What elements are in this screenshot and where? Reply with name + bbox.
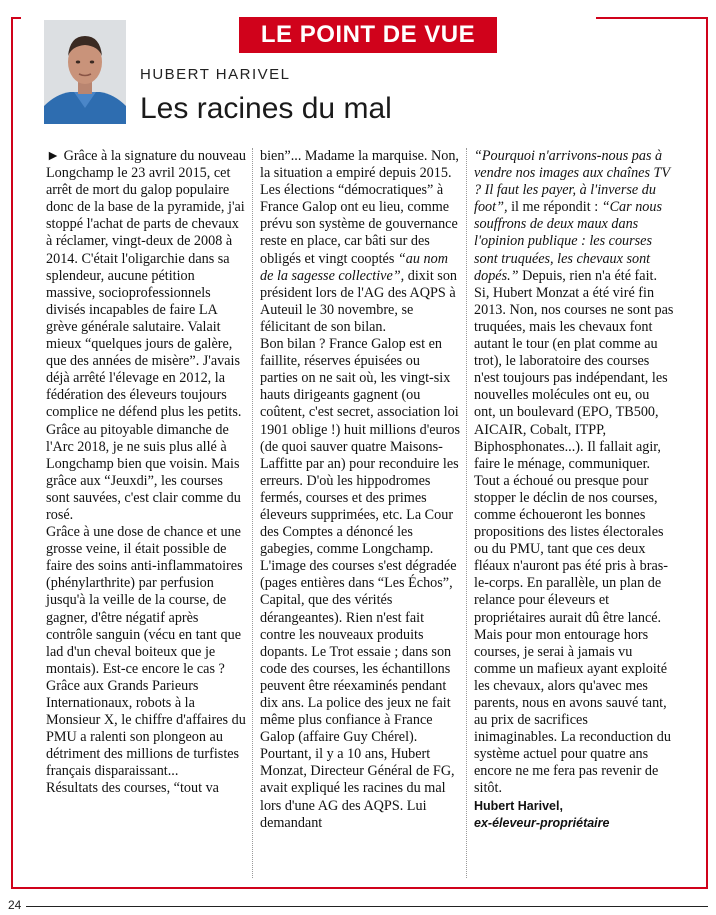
quote: “au nom de la sagesse collective”, (260, 250, 448, 284)
article-column-1 (46, 148, 246, 798)
paragraph: Résultats des courses, “tout va (46, 780, 219, 797)
paragraph: Bon bilan ? France Galop est en faillite, réserves épuisées ou parties on ne sait où, les vingt-six hauts dirigeants gagnent (ou coûtent, c'est secret, association loi 1901 oblige !) huit millions d'euros (de quoi sauver quatre Maisons-Laffitte par an) pour reconduire les erreurs. D'où les hippodromes fermés, courses et des primes éleveurs supprimées, etc. La Cour des Comptes a dénoncé les gabegies, comme Longchamp. L'image des courses s'est dégradée (pages entières dans “Les Échos”, Capital, que des vérités dérangeantes). Rien n'est fait contre les nouveaux produits dopants. Le Trot essaie ; dans son code des courses, les échantillons peuvent être réexaminés pendant dix ans. La police des jeux ne fait même plus confiance à France Galop (affaire Guy Chérel). (260, 336, 460, 746)
text-run: dixit son président lors de l'AG des AQPS à Auteuil le 30 novembre, se félicitant de son bilan. (260, 267, 458, 335)
article-column-2 (260, 148, 460, 832)
paragraph: Mais pour mon entourage hors courses, je serai à jamais vu comme un mafieux ayant exploité les chevaux, alors qu'avec mes parents, nous en avons sauvé tant, au prix de sacrifices inimaginables. La reconduction du système actuel pour quatre ans encore ne me fera pas revenir de sitôt. (474, 626, 671, 797)
rubrique-banner (140, 17, 596, 53)
frame-top-right-rule (596, 17, 708, 19)
headline: Les racines du mal (140, 92, 392, 125)
page-number: 24 (8, 898, 22, 912)
column-divider (252, 148, 253, 878)
paragraph: Pourtant, il y a 10 ans, Hubert Monzat, Directeur Général de FG, avait expliqué les racines du mal lors d'une AG des AQPS. Lui demandant (260, 746, 455, 831)
paragraph (260, 148, 460, 336)
paragraph: Grâce au pitoyable dimanche de l'Arc 2018, je ne suis plus allé à Longchamp bien que voisin. Mais grâce aux “Jeuxdi”, les courses sont sauvées, c'est clair comme du rosé. (46, 421, 241, 523)
author-portrait-image (44, 20, 126, 124)
paragraph: ► Grâce à la signature du nouveau Longchamp le 23 avril 2015, cet arrêt de mort du galop populaire donc de la base de la pyramide, j'ai stoppé l'achat de parts de chevaux à réclamer, vingt-deux de 2008 à 2014. C'était l'oligarchie dans sa splendeur, aucune pétition massive, socioprofessionnels divisés incapables de faire LA grève générale salutaire. Valait mieux “quelques jours de galère, que des années de misère”. J'avais déjà arrêté l'élevage en 2012, la fédération des éleveurs toujours complice ne défend plus les petits. (46, 148, 246, 421)
paragraph: Grâce à une dose de chance et une grosse veine, il était possible de faire des soins anti-inflammatoires (phénylarthrite) par perfusion jusqu'à la veille de la course, de gagner, d'être négatif après contrôle sanguin (vécu en tant que lad d'un cheval boiteux que je montais). Est-ce encore le cas ? (46, 524, 243, 677)
author-photo (44, 20, 126, 124)
frame-top-left-rule (11, 17, 21, 19)
author-name: HUBERT HARIVEL (140, 66, 291, 83)
column-divider (466, 148, 467, 878)
signature-title: ex-éleveur-propriétaire (474, 815, 610, 830)
signature-name: Hubert Harivel, (474, 798, 563, 813)
article-column-3 (474, 148, 674, 832)
rubrique-label: LE POINT DE VUE (239, 17, 497, 53)
paragraph: Grâce aux Grands Parieurs Internationaux, robots à la Monsieur X, le chiffre d'affaires du PMU a ralenti son plongeon au détriment des millions de turfistes français disparaissant... (46, 677, 246, 780)
quote: “Car nous souffrons de deux maux dans l'opinion publique : les courses sont truquées, les chevaux sont dopés.” (474, 199, 663, 284)
paragraph (474, 148, 674, 473)
paragraph: Tout a échoué ou presque pour stopper le déclin de nos courses, comme échoueront les bonnes propositions des listes électorales ou du PMU, tant que ces deux fléaux n'auront pas été pris à bras-le-corps. En parallèle, un plan de relance pour éleveurs et propriétaires aurait dû être lancé. (474, 472, 669, 626)
text-run: bien”... Madame la marquise. Non, la situation a empiré depuis 2015. Les élections “démocratiques” à France Galop ont eu lieu, comme prévu son système de gouvernance reste en place, car bâti sur des obligés et vingt cooptés (260, 148, 459, 267)
text-run: Depuis, rien n'a été fait. Si, Hubert Monzat a été viré fin 2013. Non, nos courses ne sont pas truquées, mais les chevaux font autant le tour (en plat comme au trot), le laboratoire des courses n'est toujours pas indépendant, les nouvelles molécules ont eu, ou ont, un boulevard (EPO, TB500, AICAIR, Cobalt, ITPP, Biphosphonates...). Il fallait agir, faire le ménage, communiquer. (474, 267, 674, 472)
footer-rule (26, 906, 708, 907)
quote: “Pourquoi n'arrivons-nous pas à vendre nos images aux chaînes TV ? Il faut les payer, à l'inverse du foot”, (474, 148, 670, 216)
text-run: il me répondit : (511, 199, 599, 216)
